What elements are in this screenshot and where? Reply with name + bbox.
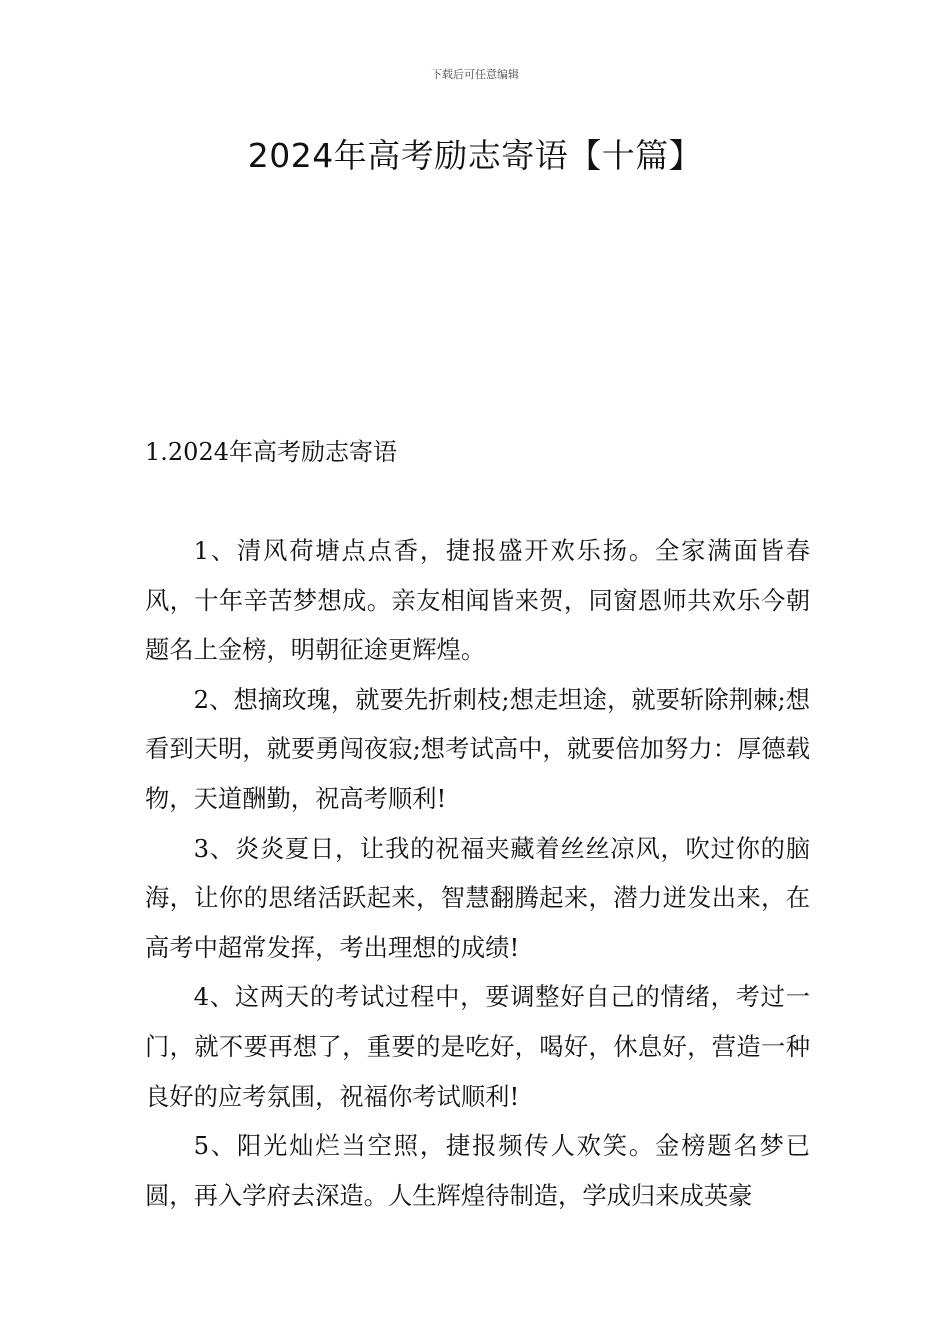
header-note: 下载后可任意编辑 [431, 68, 519, 81]
paragraph-1: 1、清风荷塘点点香，捷报盛开欢乐扬。全家满面皆春风，十年辛苦梦想成。亲友相闻皆来贺，同窗恩师共欢乐今朝题名上金榜，明朝征途更辉煌。 [145, 536, 810, 665]
paragraph-5: 5、阳光灿烂当空照，捷报频传人欢笑。金榜题名梦已圆，再入学府去深造。人生辉煌待制造，学成归来成英豪 [145, 1131, 810, 1210]
section-heading: 1.2024年高考励志寄语 [145, 438, 397, 466]
document-body [145, 526, 810, 1220]
paragraph-4: 4、这两天的考试过程中，要调整好自己的情绪，考过一门，就不要再想了，重要的是吃好，喝好，休息好，营造一种良好的应考氛围，祝福你考试顺利! [145, 982, 810, 1111]
paragraph-3: 3、炎炎夏日，让我的祝福夹藏着丝丝凉风，吹过你的脑海，让你的思绪活跃起来，智慧翻腾起来，潜力迸发出来，在高考中超常发挥，考出理想的成绩! [145, 833, 810, 962]
document-title: 2024年高考励志寄语【十篇】 [247, 136, 703, 175]
paragraph-2: 2、想摘玫瑰，就要先折刺枝;想走坦途，就要斩除荆棘;想看到天明，就要勇闯夜寂;想考试高中，就要倍加努力：厚德载物，天道酬勤，祝高考顺利! [145, 684, 810, 813]
